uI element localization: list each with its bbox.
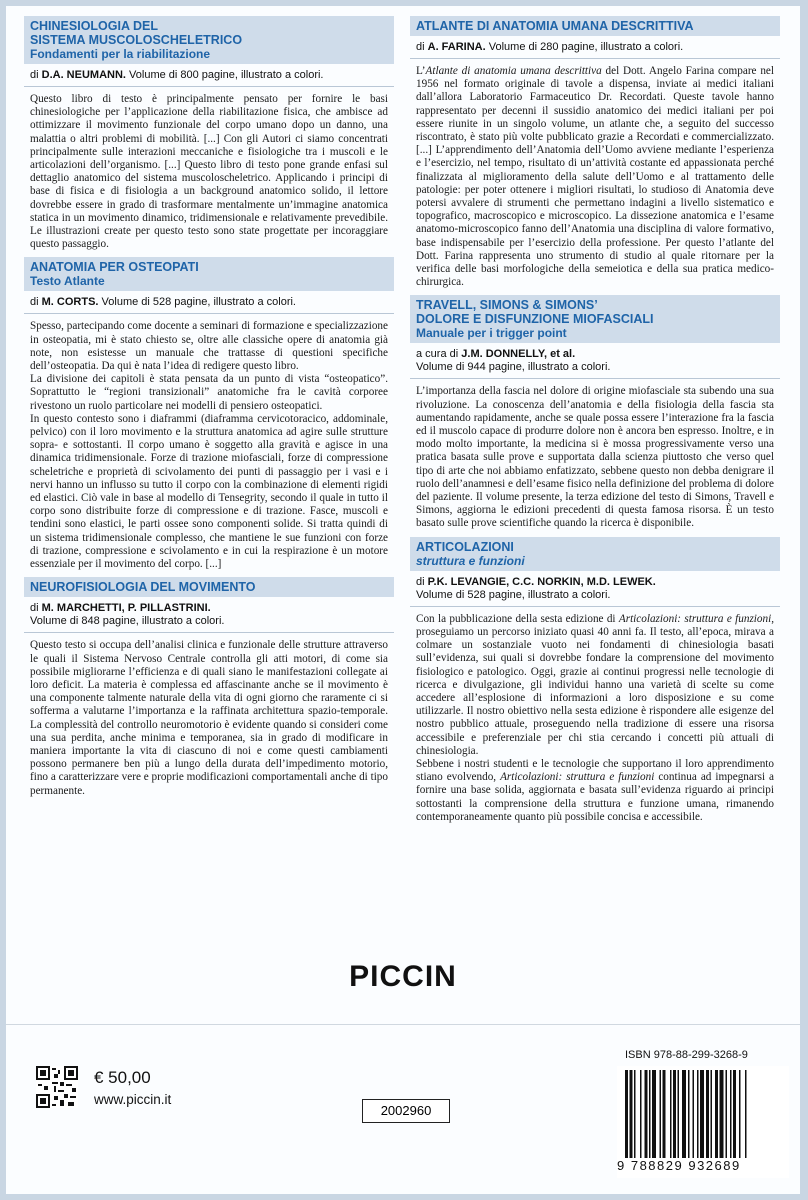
book-subtitle: Fondamenti per la riabilitazione bbox=[30, 47, 211, 61]
book-author: P.K. LEVANGIE, C.C. NORKIN, M.D. LEWEK. bbox=[427, 575, 656, 588]
book-title-italic: Articolazioni: struttura e funzioni bbox=[500, 771, 655, 784]
book-title: ANATOMIA PER OSTEOPATI bbox=[30, 260, 199, 275]
book-title-line2: DOLORE E DISFUNZIONE MIOFASCIALI bbox=[416, 312, 654, 327]
text-run: del Dott. Angelo Farina compare nel 1956 nel formato originale di tavole a dispensa, inviate ai medici italiani dall’allora Laboratorio Farmaceutico Dr. Recordati. Queste tavole hanno rappresentato per decenni il sussidio anatomico dei medici italiani per poi essere riunite in un singolo volume, un atlante che, a seguito del successo riscontrato, è stato più volte pubblicato grazie a Recordati e commercializzato. [...] L’apprendimento dell’Anatomia dell’Uomo avviene mediante l’esperienza e l’esercizio, nel tempo, risultato di un’attività costante ed appassionata perché finalizzata al miglioramento della salute dell’Uomo e al trattamento delle patologie: per poter ottenere i migliori risultati, lo studioso di Anatomia deve potersi avvalere di strumenti che permettano indagini a livello sistematico e topografico, macroscopico e microscopico. La dissezione anatomica e l’esame anatomo-microscopico fanno dell’Anatomia una disciplina di valore formativo, base indispensabile per l’esercizio della professione. Per questo l’atlante del Dott. Farina rappresenta uno strumento di studio al quale ritornare per la verifica delle basi morfologiche della semeiotica e della sua pratica medico-chirurgica. bbox=[416, 65, 774, 289]
book-title: ARTICOLAZIONI bbox=[416, 539, 514, 554]
book-author: M. CORTS. bbox=[41, 296, 99, 309]
book-details: Volume di 280 pagine, illustrato a colori. bbox=[488, 41, 684, 53]
publisher-website: www.piccin.it bbox=[94, 1092, 172, 1107]
isbn-label: ISBN 978-88-299-3268-9 bbox=[625, 1049, 748, 1061]
book-title-bar bbox=[24, 577, 394, 597]
book-title-bar bbox=[410, 16, 780, 36]
description-paragraph bbox=[416, 65, 774, 289]
publisher-logo: PICCIN bbox=[349, 960, 457, 993]
book-entry-articolazioni bbox=[410, 537, 780, 830]
description-paragraph: Spesso, partecipando come docente a seminari di formazione e specializzazione in osteopatia, mi è stato chiesto se, oltre alle classiche opere di anatomia già note, non esistesse un manuale che trattasse di questioni specifiche dell’osteopatia. Da qui è nata l’idea di redigere questo libro. bbox=[30, 320, 388, 373]
back-cover bbox=[6, 6, 800, 1194]
book-title: ATLANTE DI ANATOMIA UMANA DESCRITTIVA bbox=[416, 19, 694, 33]
book-entry-atlante bbox=[410, 16, 780, 295]
description-paragraph: La divisione dei capitoli è stata pensata da un punto di vista “osteopatico”. Soprattutto le “regioni transizionali” anatomiche fra le cavità corporee rivestono un ruolo particolare nei modelli di pensiero osteopatici. bbox=[30, 373, 388, 412]
description-paragraph: In questo contesto sono i diaframmi (diaframma cervicotoracico, addominale, pelvico) con il loro movimento e la struttura anatomica ad agire sulle strutture sopra- e sottostanti. Il corpo umano è soggetto alla gravità e agisce in una dinamica tridimensionale. Forze di trazione miofasciali, forze di compressione scheletriche e proprietà di scivolamento dei punti di passaggio per i vasi e i nervi hanno un influsso su tutto il corpo con la combinazione di elementi rigidi ed elastici. Ciò vale in base al modello di Tensegrity, secondo il quale in tutto il corpo sono distribuite forze di compressione e di trazione. Fasce, muscoli e tendini sono elastici, le parti ossee sono componenti solide. Si tratta quindi di un sistema tridimensionale complesso, che mantiene le sue funzioni con forze di trazione, compressione e scivolamento e in cui la respirazione è un motore essenziale per il movimento del corpo. [...] bbox=[30, 412, 388, 571]
author-prefix: di bbox=[30, 296, 39, 309]
book-title-bar bbox=[410, 295, 780, 343]
book-author: D.A. NEUMANN. bbox=[41, 69, 126, 81]
author-prefix: a cura di bbox=[416, 348, 459, 361]
book-author-line bbox=[24, 69, 394, 87]
book-details: Volume di 528 pagine, illustrato a colori. bbox=[101, 296, 296, 309]
book-entry-anatomia-osteopati bbox=[24, 257, 394, 577]
description-paragraph: Questo libro di testo è principalmente pensato per fornire le basi chinesiologiche per l’applicazione della riabilitazione fisica, che ambisce ad ottimizzare il movimento funzionale del corpo umano dopo un danno, una malattia o altri problemi di mobilità. [...] Con gli Autori ci siamo concentrati principalmente sulle interazioni meccaniche e fisiologiche tra i muscoli e le articolazioni dell’organismo. [...] Questo libro di testo pone grande enfasi sul dettaglio anatomico del sistema muscoloscheletrico. Applicando i principi di base di fisica e di fisiologia a un background anatomico solido, il lettore dovrebbe essere in grado di trasformare mentalmente un’immagine anatomica statica in un movimento dinamico, tridimensionale e relativamente prevedibile. Le illustrazioni create per questo testo sono state progettate per incoraggiare questo passaggio. bbox=[30, 93, 388, 251]
book-title-italic: Atlante di anatomia umana descrittiva bbox=[425, 65, 602, 77]
text-run: , proseguiamo un percorso iniziato quasi 40 anni fa. Il testo, all’epoca, mirava a colmare un sostanziale vuoto nei fondamenti di chinesiologia basati sull’evidenza, sui quali si dovrebbe fondare la comprensione del movimento fisiologico e patologico. Oggi, grazie ai continui progressi nelle tecnologie di ricerca e divulgazione, gli individui hanno una varietà di scelte su come accedere all’esplosione di informazioni a loro disposizione e su come utilizzarle. Il nostro obiettivo nella sesta edizione è rispondere alle esigenze del nostro pubblico attuale, proseguendo nella tradizione di essere una risorsa accessibile e preferenziale per chi stia cercando i concetti più attuali di chinesiologia. bbox=[416, 612, 774, 757]
book-author: A. FARINA. bbox=[427, 41, 486, 53]
book-description bbox=[24, 639, 394, 797]
book-title-italic: Articolazioni: struttura e funzioni bbox=[618, 612, 772, 625]
book-author: M. MARCHETTI, P. PILLASTRINI. bbox=[41, 602, 211, 615]
catalog-code: 2002960 bbox=[362, 1099, 450, 1123]
book-author-line bbox=[24, 602, 394, 633]
book-details: Volume di 848 pagine, illustrato a colori. bbox=[30, 615, 225, 628]
description-paragraph bbox=[416, 758, 774, 824]
book-subtitle: struttura e funzioni bbox=[416, 553, 525, 568]
book-entry-neurofisiologia bbox=[24, 577, 394, 803]
book-title: CHINESIOLOGIA DEL bbox=[30, 19, 159, 33]
book-subtitle: Manuale per i trigger point bbox=[416, 326, 567, 341]
book-title: TRAVELL, SIMONS & SIMONS’ bbox=[416, 298, 598, 313]
author-prefix: di bbox=[416, 41, 425, 53]
book-details: Volume di 944 pagine, illustrato a colori. bbox=[416, 361, 611, 374]
description-paragraph: Questo testo si occupa dell’analisi clinica e funzionale delle strutture attraverso le quali il Sistema Nervoso Centrale controlla gli atti motori, di come sia possibile migliorarne l’efficienza e di quali siano le manifestazioni collegate ai loro deficit. La materia è complessa ed affascinante anche se il movimento è una componente talmente naturale della vita di ogni giorno che raramente ci si sofferma a valutarne l’importanza e la raffinata architettura spazio-temporale. La complessità del controllo neuromotorio è evidente quando si consideri come una sua perdita, anche minima e temporanea, sia in grado di modificare in maniera importante la vita di ciascuno di noi e come questi cambiamenti possono permanere ben più a lungo della durata dell’impedimento motorio, fino a caratterizzare vere e proprie modificazioni comportamentali anche di tipo permanente. bbox=[30, 639, 388, 797]
text-run: L’ bbox=[416, 65, 426, 77]
book-title: NEUROFISIOLOGIA DEL MOVIMENTO bbox=[30, 580, 256, 595]
book-description bbox=[410, 65, 780, 289]
author-prefix: di bbox=[30, 69, 39, 81]
book-author-line bbox=[410, 41, 780, 59]
text-run: Sebbene i nostri studenti e le tecnologie che supportano il loro apprendimento stiano evolvendo, bbox=[416, 757, 774, 784]
footer-divider bbox=[6, 1024, 800, 1025]
text-run: continua ad impegnarsi a fornire una base solida, aggiornata e basata sull’evidenza riguardo ai principi sottostanti la comprensione della struttura e funzione umana, rimanendo contemporaneamente quanto più possibile concisa e accessibile. bbox=[416, 771, 774, 823]
book-title-line2: SISTEMA MUSCOLOSCHELETRICO bbox=[30, 33, 243, 47]
text-run: Con la pubblicazione della sesta edizione di bbox=[416, 612, 619, 625]
price: € 50,00 bbox=[94, 1068, 151, 1087]
book-subtitle: Testo Atlante bbox=[30, 274, 105, 289]
book-author-line bbox=[24, 296, 394, 314]
author-prefix: di bbox=[416, 575, 425, 588]
description-paragraph bbox=[416, 613, 774, 758]
book-description bbox=[410, 385, 780, 530]
description-paragraph: L’importanza della fascia nel dolore di origine miofasciale sta subendo una sua rivoluzione. La conoscenza dell’anatomia e della fisiologia della fascia sta aumentando rapidamente, anche se quale possa essere l’interazione fra la fascia ed il muscolo capace di produrre dolore non è ancora ben espresso. Inoltre, e in modo molto importante, la medicina si è mossa progressivamente verso una pratica basata sulle prove e supportata dalla scienza piuttosto che verso quel tipo di arte che noi abbiamo enfatizzato, sebbene questo non debba denigrare il ruolo dell’anamnesi e dell’esame fisico nella definizione del problema di dolore del paziente. Il volume presente, la terza edizione del testo di Simons, Travell e Simons, aggiorna le edizioni precedenti di questa famosa risorsa. È un testo basato sulle prove scientifiche quando la ricerca è disponibile. bbox=[416, 385, 774, 530]
barcode-digits: 9 788829 932689 bbox=[617, 1158, 789, 1173]
author-prefix: di bbox=[30, 602, 39, 615]
book-entry-chinesiologia bbox=[24, 16, 394, 257]
book-description bbox=[24, 93, 394, 251]
book-author-line bbox=[410, 576, 780, 607]
book-title-bar bbox=[24, 257, 394, 291]
book-description bbox=[410, 613, 780, 824]
book-author-line bbox=[410, 348, 780, 379]
book-entry-travell-simons bbox=[410, 295, 780, 536]
book-title-bar bbox=[24, 16, 394, 64]
book-title-bar bbox=[410, 537, 780, 571]
book-author: J.M. DONNELLY, et al. bbox=[461, 348, 576, 361]
book-description bbox=[24, 320, 394, 571]
left-column bbox=[24, 16, 394, 804]
qr-code-icon bbox=[36, 1066, 78, 1108]
right-column bbox=[410, 16, 780, 830]
book-details: Volume di 528 pagine, illustrato a colori. bbox=[416, 588, 611, 601]
book-details: Volume di 800 pagine, illustrato a colori. bbox=[129, 69, 324, 81]
